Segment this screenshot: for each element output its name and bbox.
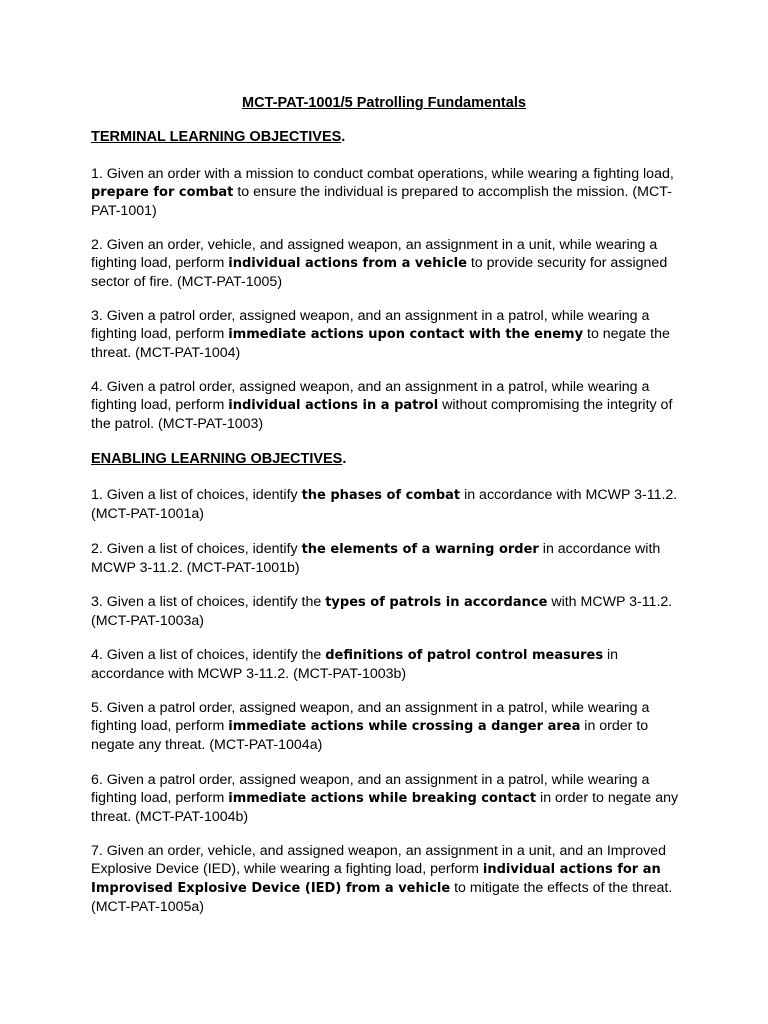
objective-emphasis: individual actions from a vehicle bbox=[228, 256, 467, 271]
enabling-objective-2 bbox=[91, 540, 681, 577]
objective-text: 3. Given a list of choices, identify the bbox=[91, 594, 326, 610]
enabling-objectives-heading bbox=[91, 450, 346, 468]
objective-text: in order to negate any threat. (MCT-PAT-1004b) bbox=[91, 790, 679, 825]
objective-emphasis: prepare for combat bbox=[91, 185, 234, 200]
objective-text: 5. Given a patrol order, assigned weapon, and an assignment in a patrol, while wearing a fighting load, perform bbox=[91, 700, 650, 734]
objective-emphasis: immediate actions while breaking contact bbox=[228, 791, 537, 806]
terminal-objectives-heading bbox=[91, 128, 345, 146]
enabling-objective-5 bbox=[91, 699, 681, 754]
objective-emphasis: individual actions for an Improvised Explosive Device (IED) from a vehicle bbox=[91, 862, 661, 896]
enabling-objective-7 bbox=[91, 842, 681, 916]
objective-text: in accordance with MCWP 3-11.2. (MCT-PAT-1003b) bbox=[91, 647, 619, 682]
objective-text: to mitigate the effects of the threat. (MCT-PAT-1005a) bbox=[91, 880, 673, 915]
objective-text: in order to negate any threat. (MCT-PAT-1004a) bbox=[91, 718, 649, 753]
objective-text: 1. Given a list of choices, identify bbox=[91, 487, 302, 503]
objective-emphasis: immediate actions while crossing a danger area bbox=[228, 719, 581, 734]
objective-text: 4. Given a patrol order, assigned weapon, and an assignment in a patrol, while wearing a fighting load, perform bbox=[91, 379, 650, 413]
objective-text: 2. Given an order, vehicle, and assigned weapon, an assignment in a unit, while wearing a fighting load, perform bbox=[91, 237, 658, 271]
objective-text: to ensure the individual is prepared to accomplish the mission. (MCT-PAT-1001) bbox=[91, 184, 672, 219]
terminal-objective-2 bbox=[91, 236, 681, 291]
objective-text: without compromising the integrity of the patrol. (MCT-PAT-1003) bbox=[91, 397, 673, 432]
objective-text: 2. Given a list of choices, identify bbox=[91, 541, 302, 557]
objective-text: in accordance with MCWP 3-11.2. (MCT-PAT-1001b) bbox=[91, 541, 661, 576]
terminal-heading-suffix: . bbox=[341, 129, 346, 145]
terminal-objective-4 bbox=[91, 378, 681, 433]
objective-text: 1. Given an order with a mission to conduct combat operations, while wearing a fighting load, bbox=[91, 166, 674, 182]
objective-text: 3. Given a patrol order, assigned weapon, and an assignment in a patrol, while wearing a fighting load, perform bbox=[91, 308, 650, 342]
objective-text: 6. Given a patrol order, assigned weapon, and an assignment in a patrol, while wearing a fighting load, perform bbox=[91, 772, 650, 806]
objective-text: with MCWP 3-11.2. (MCT-PAT-1003a) bbox=[91, 594, 673, 629]
objective-emphasis: the elements of a warning order bbox=[301, 542, 539, 557]
terminal-heading-text: TERMINAL LEARNING OBJECTIVES bbox=[91, 129, 342, 145]
objective-text: to provide security for assigned sector of fire. (MCT-PAT-1005) bbox=[91, 255, 668, 290]
enabling-objective-6 bbox=[91, 771, 681, 826]
objective-emphasis: immediate actions upon contact with the enemy bbox=[228, 327, 584, 342]
objective-emphasis: types of patrols in accordance bbox=[325, 595, 548, 610]
enabling-objective-3 bbox=[91, 593, 681, 630]
terminal-objective-3 bbox=[91, 307, 681, 362]
enabling-heading-text: ENABLING LEARNING OBJECTIVES bbox=[91, 451, 343, 467]
enabling-heading-suffix: . bbox=[342, 451, 347, 467]
terminal-objective-1 bbox=[91, 165, 681, 220]
objective-text: 7. Given an order, vehicle, and assigned weapon, an assignment in a unit, and an Improved Explosive Device (IED), while wearing a fighting load, perform bbox=[91, 843, 666, 877]
objective-emphasis: individual actions in a patrol bbox=[228, 398, 439, 413]
objective-text: in accordance with MCWP 3-11.2. (MCT-PAT-1001a) bbox=[91, 487, 678, 522]
enabling-objective-1 bbox=[91, 486, 681, 523]
objective-text: to negate the threat. (MCT-PAT-1004) bbox=[91, 326, 670, 361]
objective-emphasis: the phases of combat bbox=[301, 488, 461, 503]
objective-emphasis: definitions of patrol control measures bbox=[325, 648, 604, 663]
objective-text: 4. Given a list of choices, identify the bbox=[91, 647, 326, 663]
enabling-objective-4 bbox=[91, 646, 681, 683]
document-title: MCT-PAT-1001/5 Patrolling Fundamentals bbox=[242, 95, 526, 111]
